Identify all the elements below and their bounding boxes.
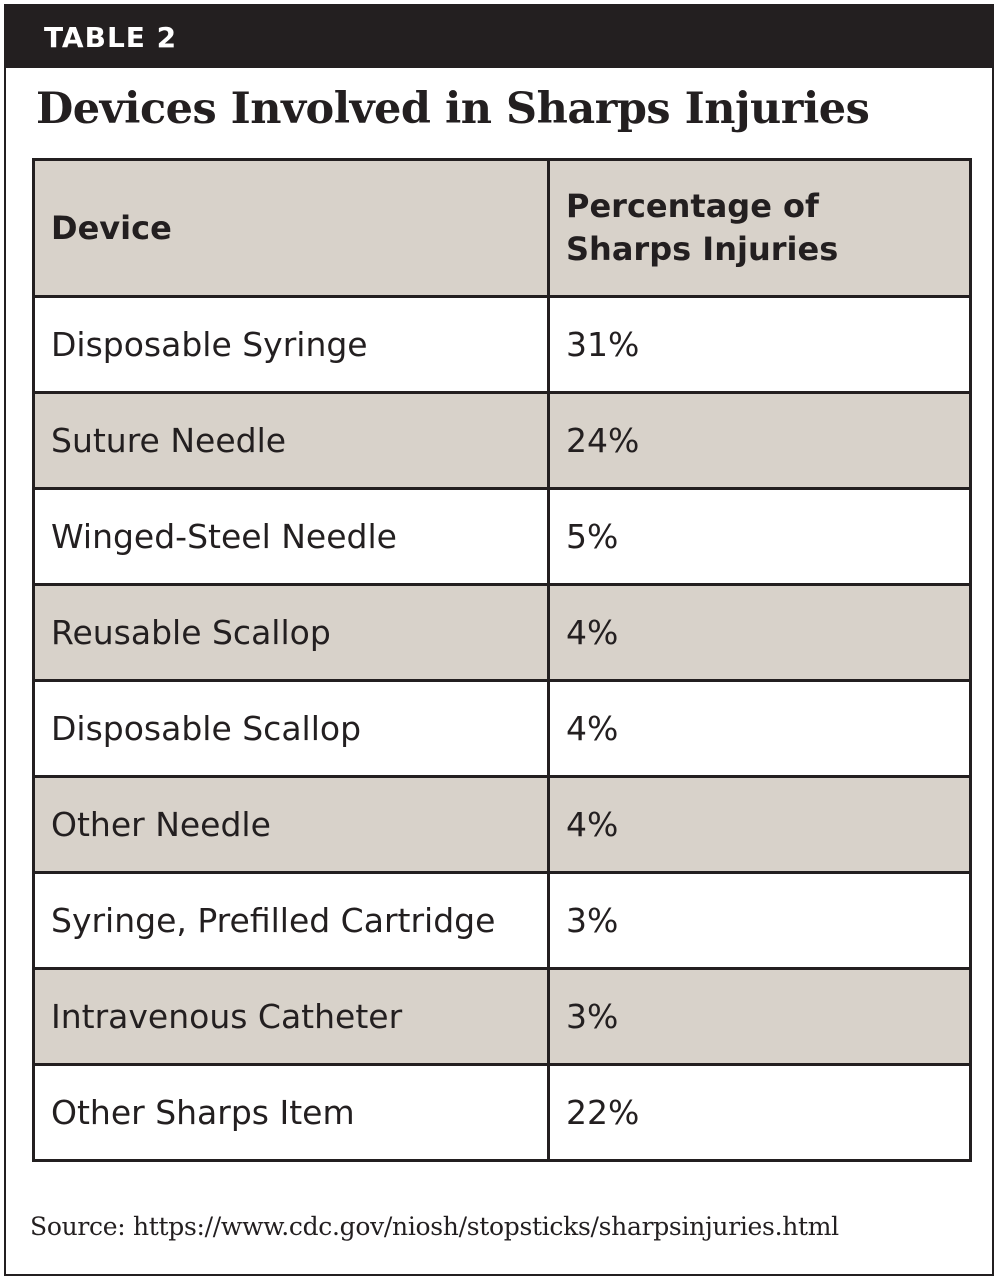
table-title: Devices Involved in Sharps Injuries (36, 84, 870, 134)
table-row (34, 777, 971, 873)
table-row (34, 873, 971, 969)
device-cell: Syringe, Prefilled Cartridge (34, 873, 549, 969)
percentage-cell: 24% (549, 393, 971, 489)
table-number-label: TABLE 2 (44, 21, 178, 54)
device-cell: Other Needle (34, 777, 549, 873)
device-cell: Other Sharps Item (34, 1065, 549, 1161)
header-bar (6, 6, 992, 68)
percentage-cell: 4% (549, 777, 971, 873)
percentage-cell: 3% (549, 873, 971, 969)
column-header-device: Device (34, 160, 549, 297)
table-row (34, 969, 971, 1065)
table-row (34, 393, 971, 489)
percentage-cell: 22% (549, 1065, 971, 1161)
device-cell: Intravenous Catheter (34, 969, 549, 1065)
device-cell: Disposable Scallop (34, 681, 549, 777)
device-cell: Disposable Syringe (34, 297, 549, 393)
percentage-cell: 31% (549, 297, 971, 393)
table-figure (4, 4, 994, 1276)
table-row (34, 585, 971, 681)
table-row (34, 489, 971, 585)
table-row (34, 297, 971, 393)
device-cell: Winged-Steel Needle (34, 489, 549, 585)
percentage-cell: 4% (549, 585, 971, 681)
table-row (34, 1065, 971, 1161)
percentage-cell: 3% (549, 969, 971, 1065)
data-table (32, 158, 972, 1162)
percentage-cell: 5% (549, 489, 971, 585)
percentage-cell: 4% (549, 681, 971, 777)
source-citation: Source: https://www.cdc.gov/niosh/stopsticks/sharpsinjuries.html (30, 1212, 839, 1241)
table-row (34, 681, 971, 777)
device-cell: Suture Needle (34, 393, 549, 489)
device-cell: Reusable Scallop (34, 585, 549, 681)
table-header-row (34, 160, 971, 297)
column-header-percentage: Percentage of Sharps Injuries (549, 160, 971, 297)
